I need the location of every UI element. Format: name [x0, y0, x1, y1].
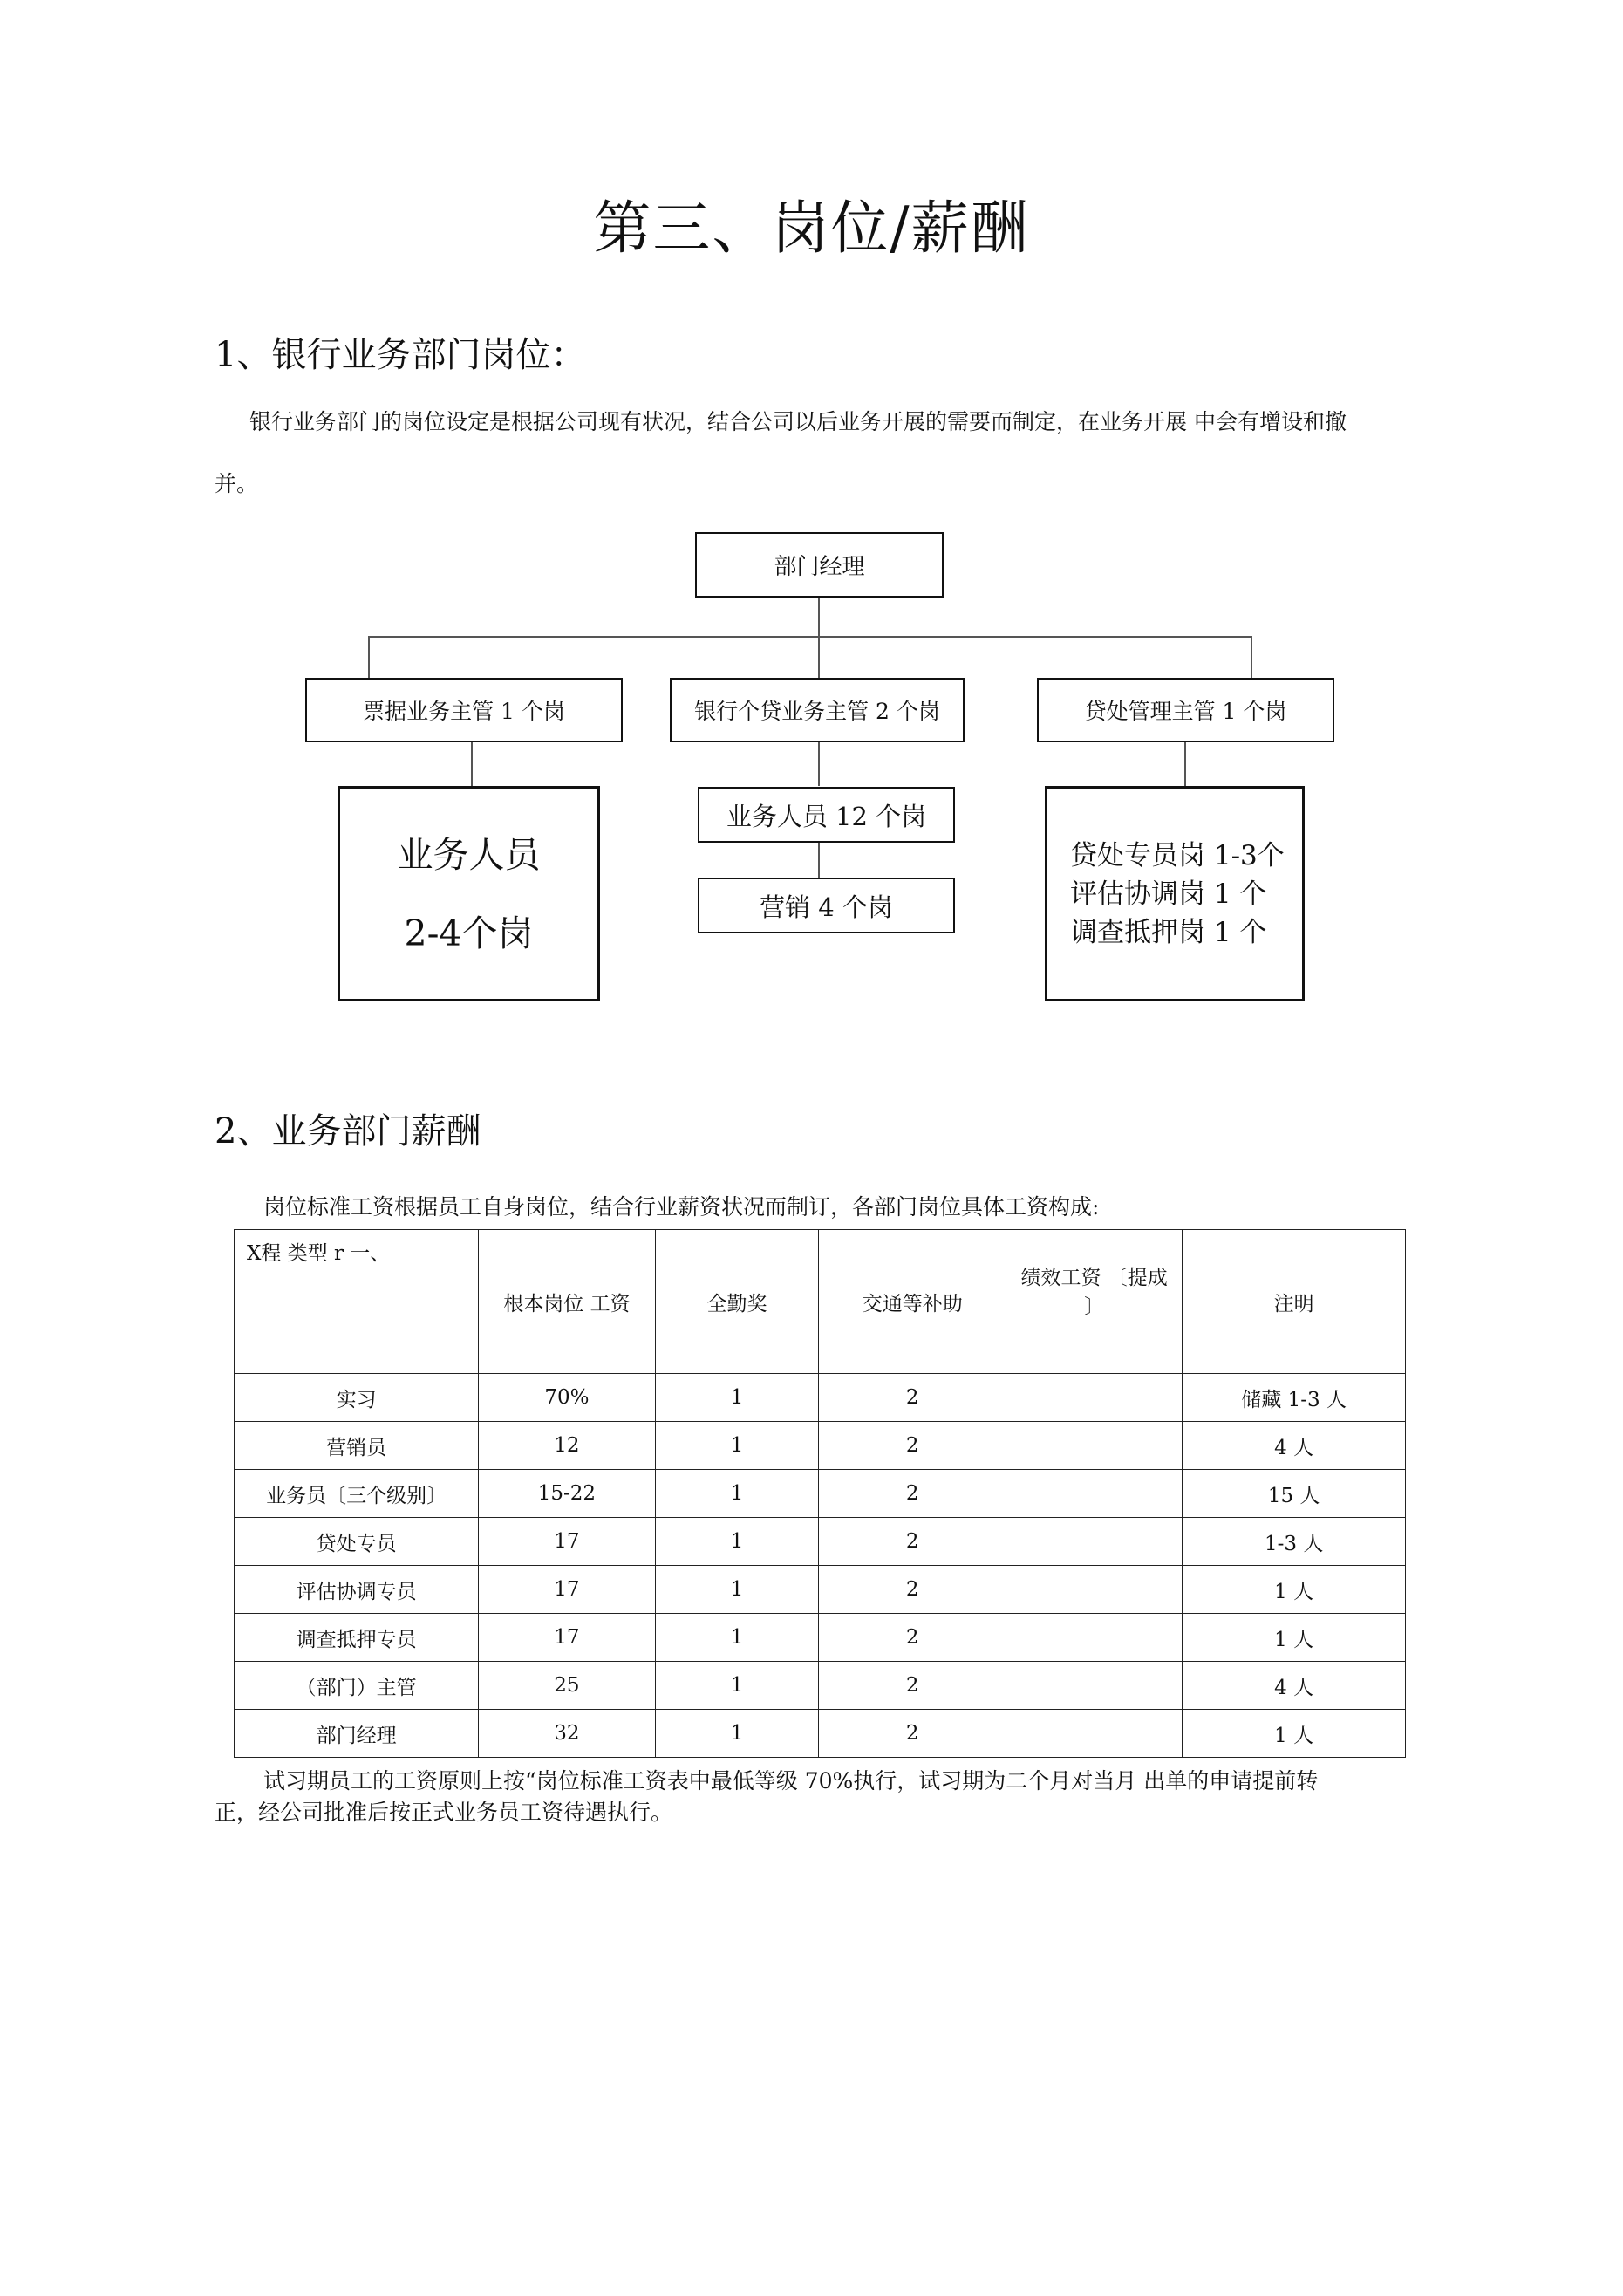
connector-line — [471, 742, 473, 786]
table-cell: 2 — [819, 1374, 1006, 1422]
table-cell: 2 — [819, 1614, 1006, 1662]
header-cell — [1006, 1230, 1183, 1374]
table-cell: 2 — [819, 1566, 1006, 1614]
header-cell: 根本岗位 工资 — [479, 1230, 655, 1374]
table-cell: 1 — [655, 1662, 819, 1710]
table-cell: 12 — [479, 1422, 655, 1470]
table-cell — [1006, 1710, 1183, 1758]
connector-line — [1184, 742, 1186, 786]
table-row — [235, 1710, 1406, 1758]
section2-heading: 2、业务部门薪酬 — [215, 1111, 481, 1151]
table-cell: 部门经理 — [235, 1710, 479, 1758]
header-line: 〕 — [1084, 1295, 1105, 1318]
table-cell: 2 — [819, 1662, 1006, 1710]
table-cell — [1006, 1662, 1183, 1710]
table-cell — [1006, 1518, 1183, 1566]
table-cell: 1 — [655, 1470, 819, 1518]
table-cell: 1 — [655, 1710, 819, 1758]
org-leaf-label: 营销 4 个岗 — [760, 892, 893, 922]
org-branch-label: 贷处管理主管 1 个岗 — [1084, 699, 1287, 724]
org-leaf-label: 业务人员 12 个岗 — [726, 801, 927, 831]
table-cell: 17 — [479, 1614, 655, 1662]
org-root-box — [695, 532, 944, 598]
table-row — [235, 1518, 1406, 1566]
table-corner-cell: X程 类型 r 一、 — [235, 1230, 479, 1374]
org-branch-box — [305, 678, 623, 742]
table-header-row — [235, 1230, 1406, 1374]
table-row — [235, 1566, 1406, 1614]
table-cell — [1006, 1374, 1183, 1422]
table-row — [235, 1470, 1406, 1518]
salary-table — [234, 1229, 1406, 1758]
connector-line — [818, 843, 820, 878]
connector-line — [1251, 636, 1252, 678]
footer-line1: 试习期员工的工资原则上按“岗位标准工资表中最低等级 70%执行，试习期为二个月对当月 出单的申请提前转 — [263, 1768, 1319, 1794]
table-cell — [1006, 1470, 1183, 1518]
table-cell: 业务员〔三个级别〕 — [235, 1470, 479, 1518]
table-cell: 2 — [819, 1422, 1006, 1470]
table-cell: 15 人 — [1183, 1470, 1406, 1518]
table-cell: 实习 — [235, 1374, 479, 1422]
table-cell: 评估协调专员 — [235, 1566, 479, 1614]
org-leaf-box — [338, 786, 600, 1001]
org-branch-box — [670, 678, 965, 742]
table-cell: 储藏 1-3 人 — [1183, 1374, 1406, 1422]
connector-line — [368, 636, 1252, 638]
table-cell — [1006, 1614, 1183, 1662]
table-row — [235, 1614, 1406, 1662]
table-cell: 1 — [655, 1422, 819, 1470]
connector-line — [818, 636, 820, 678]
header-line: 绩效工资 〔提成 — [1020, 1267, 1168, 1289]
section1-paragraph-line1: 银行业务部门的岗位设定是根据公司现有状况，结合公司以后业务开展的需要而制定，在业务开展 中会有增设和撤 — [249, 409, 1347, 434]
table-cell: 1 — [655, 1566, 819, 1614]
table-cell: 调查抵押专员 — [235, 1614, 479, 1662]
table-cell — [1006, 1566, 1183, 1614]
table-cell: （部门）主管 — [235, 1662, 479, 1710]
table-cell: 2 — [819, 1710, 1006, 1758]
table-cell: 1 人 — [1183, 1566, 1406, 1614]
table-cell: 1 人 — [1183, 1614, 1406, 1662]
table-cell — [1006, 1422, 1183, 1470]
header-cell: 全勤奖 — [655, 1230, 819, 1374]
table-cell: 25 — [479, 1662, 655, 1710]
org-root-label: 部门经理 — [774, 554, 865, 580]
org-leaf-line: 业务人员 — [397, 833, 541, 876]
table-cell: 1 — [655, 1518, 819, 1566]
table-row — [235, 1422, 1406, 1470]
table-cell: 2 — [819, 1470, 1006, 1518]
table-cell: 70% — [479, 1374, 655, 1422]
org-branch-label: 票据业务主管 1 个岗 — [363, 699, 565, 724]
org-branch-label: 银行个贷业务主管 2 个岗 — [694, 699, 940, 724]
section1-paragraph-line2: 并。 — [215, 471, 259, 496]
table-cell: 15-22 — [479, 1470, 655, 1518]
org-leaf-line: 2-4个岗 — [404, 912, 534, 954]
org-leaf-box — [698, 878, 955, 933]
table-cell: 1 — [655, 1374, 819, 1422]
table-row — [235, 1662, 1406, 1710]
table-row — [235, 1374, 1406, 1422]
connector-line — [818, 742, 820, 786]
header-cell: 注明 — [1183, 1230, 1406, 1374]
page-title: 第三、岗位/薪酬 — [593, 195, 1030, 262]
org-leaf-line: 调查抵押岗 1 个 — [1070, 916, 1267, 948]
header-cell: 交通等补助 — [819, 1230, 1006, 1374]
org-leaf-line: 贷处专员岗 1-3个 — [1070, 839, 1285, 871]
table-cell: 2 — [819, 1518, 1006, 1566]
section1-heading: 1、银行业务部门岗位： — [215, 335, 586, 375]
table-cell: 4 人 — [1183, 1662, 1406, 1710]
table-cell: 1 — [655, 1614, 819, 1662]
org-leaf-line: 评估协调岗 1 个 — [1070, 878, 1267, 910]
section2-intro: 岗位标准工资根据员工自身岗位，结合行业薪资状况而制订，各部门岗位具体工资构成: — [263, 1194, 1100, 1220]
table-cell: 17 — [479, 1518, 655, 1566]
connector-line — [818, 598, 820, 637]
org-branch-box — [1037, 678, 1334, 742]
org-leaf-box — [698, 787, 955, 843]
table-cell: 1 人 — [1183, 1710, 1406, 1758]
org-leaf-box — [1045, 786, 1305, 1001]
connector-line — [368, 636, 370, 678]
table-cell: 营销员 — [235, 1422, 479, 1470]
table-cell: 1-3 人 — [1183, 1518, 1406, 1566]
table-cell: 17 — [479, 1566, 655, 1614]
table-cell: 4 人 — [1183, 1422, 1406, 1470]
table-cell: 贷处专员 — [235, 1518, 479, 1566]
footer-line2: 正，经公司批准后按正式业务员工资待遇执行。 — [215, 1800, 673, 1825]
table-cell: 32 — [479, 1710, 655, 1758]
